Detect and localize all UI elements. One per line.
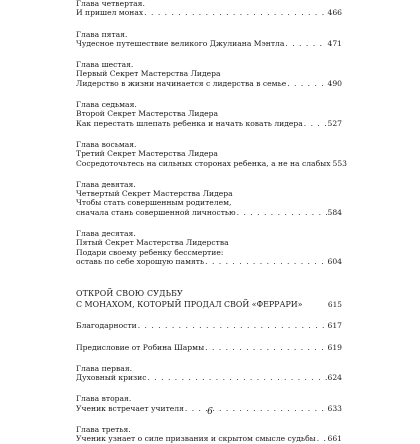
toc-item-page: 527 — [327, 118, 342, 128]
chapter-subtitle: Пятый Секрет Мастерства Лидерства — [76, 238, 229, 248]
toc-item-title: Чудесное путешествие великого Джулиана Мэнтла — [76, 38, 285, 48]
toc-entry — [76, 0, 342, 18]
toc-item-title: Предисловие от Робина Шармы — [76, 342, 205, 352]
toc-entry — [76, 229, 342, 266]
dot-leader — [237, 208, 327, 217]
chapter-heading: Глава вторая. — [76, 394, 132, 404]
toc-item-page: 553 — [332, 158, 347, 168]
toc-item-title: сначала стань совершенной личностью — [76, 207, 236, 217]
toc-item-page: 584 — [327, 207, 342, 217]
dot-leader — [138, 321, 327, 330]
toc-item-page: 471 — [327, 38, 342, 48]
toc-entry — [76, 180, 342, 217]
dot-leader — [205, 343, 326, 352]
toc-item-page: 466 — [327, 8, 342, 18]
chapter-subtitle: Третий Секрет Мастерства Лидера — [76, 149, 218, 159]
table-of-contents — [76, 0, 347, 444]
dot-leader — [205, 257, 326, 266]
chapter-subtitle: Подари своему ребенку бессмертие: — [76, 247, 224, 257]
toc-entry — [76, 425, 342, 444]
toc-entry — [76, 139, 347, 168]
toc-item — [76, 39, 342, 48]
toc-item-page: 633 — [327, 403, 342, 413]
toc-item — [76, 119, 342, 128]
chapter-subtitle: Второй Секрет Мастерства Лидера — [76, 109, 219, 119]
chapter-heading: Глава пятая. — [76, 29, 128, 39]
toc-item-title: оставь по себе хорошую память — [76, 256, 205, 266]
toc-item-title: Духовный кризис — [76, 373, 147, 383]
toc-entry — [76, 100, 342, 128]
toc-item — [76, 8, 342, 17]
toc-item-title: И пришел монах — [76, 8, 144, 18]
toc-item-title: Благодарности — [76, 321, 137, 331]
chapter-heading: Глава девятая. — [76, 179, 136, 189]
toc-item — [76, 321, 342, 330]
toc-entry — [76, 364, 342, 383]
dot-leader — [304, 119, 327, 128]
toc-item-title: Ученик встречает учителя — [76, 403, 184, 413]
dot-leader — [287, 79, 326, 88]
chapter-heading: Глава четвертая. — [76, 0, 145, 8]
toc-item-page: 490 — [327, 78, 342, 88]
toc-entry — [76, 30, 342, 49]
toc-item-page: 617 — [327, 321, 342, 331]
chapter-heading: Глава восьмая. — [76, 139, 137, 149]
toc-item-title: Сосредоточьтесь на сильных сторонах ребенка, а не на слабых — [76, 158, 331, 168]
chapter-heading: Глава седьмая. — [76, 100, 137, 110]
toc-item — [76, 343, 342, 352]
part-page: 615 — [327, 300, 342, 310]
toc-item-title: Как перестать шлепать ребенка и начать ковать лидера — [76, 118, 303, 128]
toc-item — [76, 434, 342, 443]
chapter-heading: Глава десятая. — [76, 229, 136, 239]
part-heading — [76, 288, 342, 310]
toc-item — [76, 208, 342, 217]
toc-item-title: Ученик узнает о силе призвания и скрытом смысле судьбы — [76, 434, 316, 444]
part-title-entry — [76, 299, 342, 310]
toc-item-page: 661 — [327, 434, 342, 444]
dot-leader — [285, 39, 326, 48]
toc-entry — [76, 60, 342, 88]
dot-leader — [317, 434, 327, 443]
chapter-heading: Глава шестая. — [76, 60, 134, 70]
part-title-line1: ОТКРОЙ СВОЮ СУДЬБУ — [76, 289, 183, 299]
part-title-line2: С МОНАХОМ, КОТОРЫЙ ПРОДАЛ СВОЙ «ФЕРРАРИ» — [76, 300, 303, 310]
page-number: 6 — [207, 407, 213, 417]
dot-leader — [144, 8, 326, 17]
toc-entry — [76, 321, 342, 330]
chapter-heading: Глава первая. — [76, 363, 133, 373]
toc-item — [76, 158, 347, 168]
toc-item — [76, 373, 342, 382]
dot-leader — [147, 373, 326, 382]
chapter-subtitle: Четвертый Секрет Мастерства Лидера — [76, 189, 233, 199]
toc-item-page: 624 — [327, 373, 342, 383]
chapter-subtitle: Первый Секрет Мастерства Лидера — [76, 69, 221, 79]
toc-item — [76, 79, 342, 88]
toc-item-title: Лидерство в жизни начинается с лидерства в семье — [76, 78, 287, 88]
chapter-subtitle: Чтобы стать совершенным родителем, — [76, 198, 232, 208]
toc-item-page: 604 — [327, 256, 342, 266]
toc-item — [76, 257, 342, 266]
toc-entry — [76, 343, 342, 352]
toc-item-page: 619 — [327, 342, 342, 352]
chapter-heading: Глава третья. — [76, 425, 131, 435]
